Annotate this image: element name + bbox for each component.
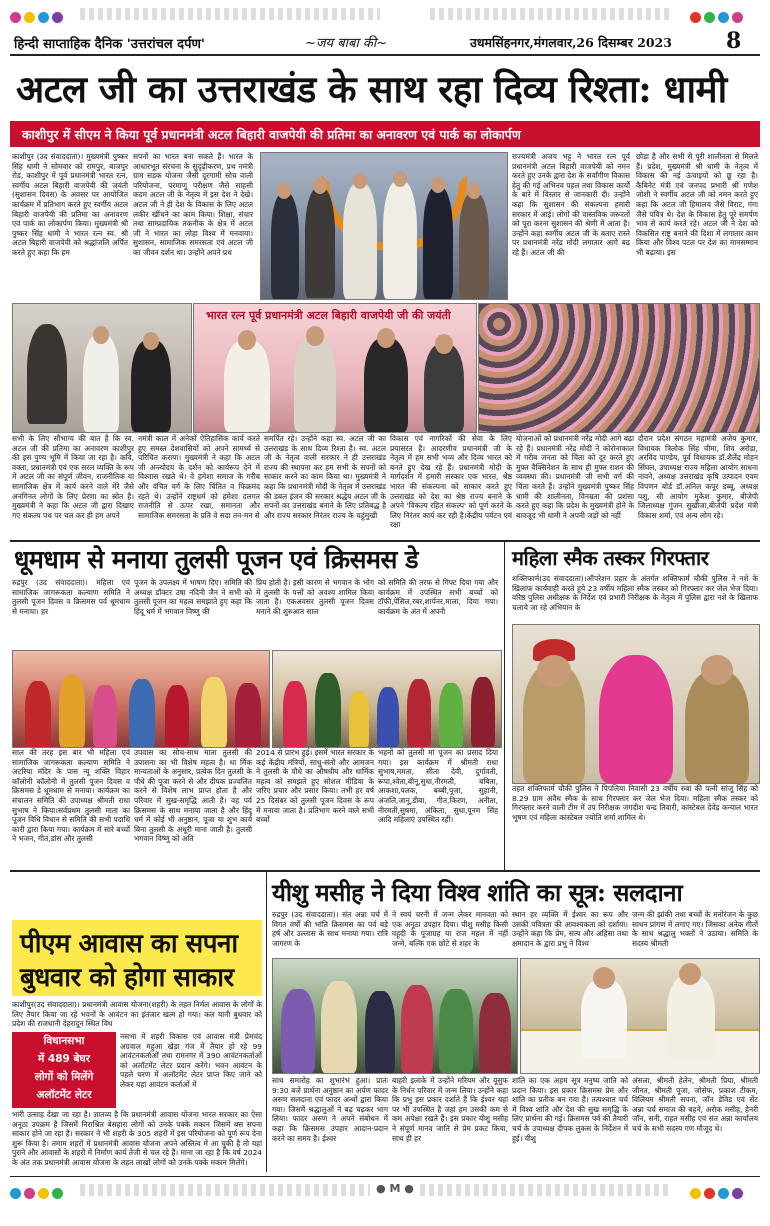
smack-headline: महिला स्मैक तस्कर गिरफ्तार [512, 546, 709, 570]
masthead-center-title: ~जय बाबा की~ [305, 36, 388, 51]
lead-headline: अटल जी का उत्तराखंड के साथ रहा दिव्य रिश्ता: धामी [16, 67, 727, 111]
priest-figure [581, 979, 627, 1059]
person-figure [165, 685, 189, 747]
masthead-dots-left [10, 8, 66, 27]
lead-photo-stage [193, 303, 477, 433]
tulsi-col-2: पूजन के उपलक्ष्य में भाषण दिए। समिति की अध्यक्ष डॉक्टर उषा नंदिनी जैन ने सभी को तुलसी पूजन का महत्व समझाते हुए कहा कि हिंदू धर्म में भगवान विष्णु की [134, 578, 252, 616]
smack-after: तहत शक्तिफार्म चौकी पुलिस ने पिपलिया निवासी 23 वर्षीय रुबा की पत्नी सांजू सिंह को 8.29 ग्राम अवैध स्मैक के साथ गिरफ्तार कर जेल भेज दिया। महिला स्मैक तस्कर को गिरफ्तार करने वाली टीम में उप निरीक्षक जगदीश चन्द्र तिवारी, कांस्टेबल देवेंद्र कन्याल भारत भूषण एवं महिला कांस्टेबल ज्योति शर्मा शामिल थे। [512, 784, 758, 822]
face [679, 963, 701, 985]
person-figure [294, 336, 336, 432]
dot-icon [718, 12, 729, 23]
person-figure [315, 673, 341, 747]
yeshu-col-3: स्थान हर व्यक्ति में ईश्वर का रूप और उसकी पवित्रता की आवश्यकता को दर्शाया। उन्होंने कहा कि प्रेम, सत्य और अहिंसा तथा क्षमादान के द्वारा प्रभु ने विश्व [512, 910, 628, 948]
yeshu-col-2: ने स्वयं चरनी में जन्म लेकर मानवता को एक अनूठा उपहार दिया। यीशु मसीह किसी वहूदी के पूजाग्रह या राज महल में नहीं जन्मे, बल्कि एक छोटे से शहर के [392, 910, 508, 948]
person-figure [377, 687, 399, 747]
person-figure [93, 685, 117, 747]
awas-side: नसभा में शहरी विकास एवं आवास मंत्री प्रेमचंद अग्रवाल महुआ खेड़ा गंज में तैयार हो रहे 99 आवंटनकर्ताओं तथा रामनगर में 390 आवंटनकर्ताओं को अलॉटमेंट लेटर प्रदान करेंगे। भवन आवंटन के पहले चरण में अलॉटमेंट लेटर प्राप्त किए जाने को लेकर यहां आवंटन कर्ताओं में [120, 1032, 262, 1089]
lead-photo-main [260, 152, 508, 300]
dot-icon [704, 12, 715, 23]
face [431, 177, 445, 193]
awas-lead: काशीपुर(उद संवाददाता)। प्रधानमंत्री आवास योजना(शहरी) के तहत निर्मल आवास के लोगों के लिए तैयार किया जा रहे भवनों के आवंटन का इंतजार खत्म हो गया। कल यानी बुधवार को प्रदेश की राजधानी देहरादून स्थित विध [12, 1000, 262, 1029]
person-figure [439, 989, 473, 1073]
smack-lead: शक्तिफार्म(उद संवाददाता)।ऑपरेशन प्रहार के अंतर्गत शक्तिफार्म चौकी पुलिस ने नशे के खिलाफ कार्यवाही करते हुये 23 वर्षीय महिला स्मैक तस्कर को गिरफ्तार कर जेल भेज दिया। वरिष्ठ पुलिस अधीक्षक के निर्देश एवं प्रभारी निरीक्षक के नेतृत्व में पुलिस द्वारा नशे के खिलाफ चलाये जा रहे अभियान के [512, 574, 758, 612]
yeshu-bottom-1: साथ समारोह का शुभारंभ हुआ। प्रातः 9:30 बजे प्रार्थना अनुष्ठान का अर्पण फादर अरुण सलदाना एवं फादर अन्थों द्वारा किया गया। जिसमें श्रद्धालुओं ने बढ़ चढ़कर भाग लिया। फादर अरुण ने अपने संबोधन में कहा कि क्रिसमस उपहार आदान-प्रदान करने का समय है। ईश्वर [272, 1076, 388, 1143]
lead-row2-col-1: सभी के लिए सौभाग्य की बात है कि स्व. अटल जी की प्रतिमा का अनावरण काशीपुर की इस पुण्य भूमि में किया जा रहा है। कवि, वक्ता, प्रधानमंत्री एवं एक सरल व्यक्ति के रूप में अटल जी का संपूर्ण जीवन, राजनीतिक या सामाजिक क्षेत्र में कार्य करने वाले मेरे जैसे अनगिनत लोगों के लिए प्रेरणा का स्रोत है। मुख्यमंत्री ने कहा कि अटल जी द्वारा दिखाए गए संकल्प पथ पर चल कर ही हम अपने [12, 434, 134, 520]
yeshu-photo-left [272, 958, 518, 1074]
person-figure [129, 679, 155, 747]
person-figure [131, 340, 171, 432]
face [306, 326, 324, 346]
person-figure [281, 989, 315, 1073]
face [277, 183, 291, 199]
lead-photo-statue [12, 303, 192, 433]
footer-dots-left [10, 1184, 66, 1203]
face [593, 967, 615, 989]
dot-icon [732, 12, 743, 23]
person-figure [224, 340, 270, 432]
person-figure [407, 679, 431, 747]
footer-marks-right [420, 1184, 670, 1196]
awas-bottom: भारी उत्साह देखा जा रहा है। ज्ञातव्य है कि प्रधानमंत्री आवास योजना भारत सरकार का ऐसा अनूठा उपक्रम है जिसमें निराश्रित बेसहारा लोगों को उनके पक्के मकान जिसमें बस सपना साकार होने जा रहा है। सरकार ने भी शहरी के 305 शहरों में इस परियोजना को पूर्ण रूप देना शुरू किया है। तमाम शहरों में प्रधानमंत्री आवास योजना अपने अस्तित्व में आ चुकी है तो यहां पुराने और आवासों के शहरों में निर्माण कार्य तेजी से चल रहे हैं। माना जा रहा है कि वर्ष 2024 के अंत तक प्रधानमंत्री आवास योजना के तहत लाखों लोगों को उनके पक्के मकान मिलेंगे। [12, 1110, 262, 1167]
face [353, 173, 367, 189]
person-figure [471, 677, 495, 747]
lead-row2-col-2: नमंत्री काल में अनेकों ऐतिहासिक कार्य करते हुए समस्त देशवासियों को अपने सामर्थ्य से परिचित कराया। मुख्यमंत्री ने कहा कि अटल जी अन्त्योदय के दर्शन को कार्यरूप देने में विश्वास रखते थे। वे हमेशा समाज के गरीब और वंचित वर्ग के लिए चिंतित व फिक्रमंद रहते थे। उन्होंने राष्ट्रधर्म को हमेशा दलगत राजनीति से ऊपर रखा, समानता और सामाजिक समरसता के प्रति वे सदा तन-मन से [138, 434, 260, 520]
lead-col-3: राज्यमंत्री अजय भट्ट ने भारत रत्न पूर्व प्रधानमंत्री अटल बिहारी वाजपेयी को नमन करते हुए उनके द्वारा देश के सर्वांगीण विकास हेतु की गई अभिनव पहल तथा विकास कार्यों के बारे में विस्तार से जानकारी दी। उन्होंने कहा कि सुशासन की संकल्पना हमारी सरकार में आई। लोगों की वास्तविक जरूरतों को पूरा करना सुशासन की श्रेणी में आता है। उन्होंने कहा स्वर्गीय अटल जी के बताए रास्ते पर प्रधानमंत्री नरेंद्र मोदी लगातार आगे बढ़ रहे हैं। अटल जी की [512, 152, 630, 257]
face [701, 655, 733, 685]
awas-highlight-box [12, 1032, 116, 1108]
lead-row2-col-3: समर्पित रहे। उन्होंने कहा स्व. अटल जी का उत्तराखंड के साथ दिव्य रिश्ता है। स्व. अटल जी के नेतृत्व वाली सरकार ने ही उत्तराखंड राज्य की स्थापना कर हम सभी के सपनों को साकार करने का काम किया था। मुख्यमंत्री ने कहा कि प्रधानमंत्री मोदी के नेतृत्व में उत्तराखंड की डबल इंजन की सरकार श्रद्धेय अटल जी के सपनों का उत्तराखंड बनाने के लिए प्रतिबद्ध है और राज्य सरकार निरंतर राज्य के चहुंमुखी [264, 434, 386, 520]
person-figure [365, 991, 395, 1073]
dot-icon [52, 12, 63, 23]
face [143, 332, 159, 350]
tulsi-photo-right [272, 650, 502, 748]
masthead-rule [10, 54, 760, 56]
awas-headline-line1: पीएम आवास का सपना [20, 929, 238, 959]
tulsi-col-1: रुद्रपुर (उद संवाददाता)। महिला एवं सामाजिक जागरूकता कल्याण समिति ने तुलसी पूजन दिवस व क्रिसमस पर्व धूमधाम से मनाया। हर [12, 578, 130, 616]
person-figure [401, 985, 433, 1073]
tulsi-photo-left [12, 650, 270, 748]
dot-icon [38, 1188, 49, 1199]
priest-figure [667, 975, 715, 1059]
footer-mark: ● M ● [376, 1182, 414, 1195]
tulsi-col-3: प्रिय होती है। इसी कारण से भगवान के भोग में तुलसी के पत्तों को अवश्य शामिल किया जाता है। एकअवसर तुलसी पूजन दिवस मनाने की शुरुआत साल [256, 578, 374, 616]
dot-icon [24, 12, 35, 23]
awas-box-line2: में 489 बेघर [37, 1053, 90, 1065]
lead-col-2: सपनों का भारत बना सकते हैं। भारत के आधारभूत संरचना के सुदृढ़ीकरण, प्रथ नमंत्री ग्राम सड़क योजना जैसी दूरगामी सोच वाली परियोजना, परमाणु परीक्षण जैसे साहसी कदम अटल जी के नेतृत्व में इस देश ने देखे। अटल जी ने ही देश के विकास के लिए अटल लकीर खींचने का काम किया। शिक्षा, संचार तथा साम्प्रदायिक तकनीक के क्षेत्र में अटल जी ने भारत का लोहा विश्व में मनवाया। सुशासन, सामाजिक समरसता एवं अटल जी का जीवन दर्शन था। उन्होंने अपने प्रथ [133, 152, 253, 257]
column-divider [266, 872, 267, 1172]
dot-icon [24, 1188, 35, 1199]
lead-photo-crowd [478, 303, 760, 433]
dot-icon [10, 1188, 21, 1199]
person-figure [235, 683, 261, 747]
person-figure [271, 193, 299, 299]
yeshu-bottom-4: अंसला, श्रीमती हेलेन, श्रीमती प्रिया, श्रीमती जीनत, श्रीमती पूजा, जोसेफ, प्रकाश टीकम, विलियम श्रीमती सपना, जॉन डेविड एवं सेंट अन्ना चर्च समाज की बहनें, अरोक मसीह, हेनरी जॉन, सनी, राहत मसीह एवं संत अन्ना कार्यालय चर्च के सभी सदस्य गण मौजूद थे। [632, 1076, 758, 1133]
dot-icon [690, 1188, 701, 1199]
yeshu-col-1: रुद्रपुर (उद संवाददाता)। संत अन्ना चर्च में विगत वर्षों की भांति क्रिसमस का पर्व बड़े हर्ष और उल्लास के साथ मनाया गया। रात्रि जागरण के [272, 910, 388, 948]
dot-icon [52, 1188, 63, 1199]
footer-marks-left [80, 1184, 370, 1196]
tulsi-col-6: उपवास का सोच-साथ माता तुलसी की उपासना का भी विशेष महत्व है। धा र्मिक मान्यताओं के अनुसार, प्रत्येक दिन तुलसी के पौधे की पूजा करने से और दीपक प्रज्वलित करने से विशेष लाभ प्राप्त होता है और परिवार में सुख-समृद्धि आती है। वह पर्व क्रिसमस के साथ मनाया जाता है और हिंदू धर्म में कोई भी अनुष्ठान, पूजा या शुभ कार्य बिना तुलसी के अधूरी माना जाती है। तुलसी भगवान विष्णु को अति [134, 748, 252, 844]
face [537, 655, 571, 687]
statue [27, 324, 67, 424]
person-figure [439, 683, 463, 747]
dot-icon [10, 12, 21, 23]
masthead-marks-right [430, 8, 670, 20]
person-figure [459, 193, 489, 299]
lead-row2-col-5: योजनाओं को प्रधानमंत्री नरेंद्र मोदी आगे बढ़ा रहे हैं। प्रधानमंत्री नरेंद्र मोदी ने कोरोनाकाल में गरीब जनता को चिंता को दूर करते हुए मुफ्त वैक्सिनेशन के साथ ही मुफ्त राशन की व्यवस्था की। प्रधानमंत्री जी सभी वर्ग की चिंता करते हैं। उन्होंने मुख्यमंत्री पुष्कर सिंह धामी की शालीनता, विनम्रता की प्रशंसा करते हुए कहा कि प्रदेश के मुख्यमंत्री होने के बावजूद भी धामी ने अपनी जड़ों को नहीं [516, 434, 634, 520]
person-figure [383, 181, 417, 299]
lead-row2-col-4: विकास एवं नागरिकों की सेवा के लिए प्रयासरत है। आदरणीय प्रधानमंत्री जी के नेतृत्व में हम सभी भव्य और दिव्य भारत को बनते हुए देख रहे हैं। प्रधानमंत्री मोदी के मार्गदर्शन में हमारी सरकार एक भारत, श्रेष्ठ भारत की संकल्पना को साकार करते हुए उत्तराखंड को देश का श्रेष्ठ राज्य बनाने के अपने 'विकल्प रहित संकल्प' को पूर्ण करने के लिए निरंतर कार्य कर रही है।केंद्रीय पर्यटन एवं रक्षा [390, 434, 512, 530]
face [467, 183, 481, 199]
face [435, 334, 453, 354]
stage-banner: भारत रत्न पूर्व प्रधानमंत्री अटल बिहारी वाजपेयी जी की जयंती [206, 309, 451, 322]
person-figure [201, 677, 227, 747]
masthead-left-title: हिन्दी साप्ताहिक दैनिक 'उत्तरांचल दर्पण' [14, 37, 205, 52]
person-figure [423, 187, 453, 299]
section-rule [10, 870, 760, 872]
yeshu-col-4: जन्म की झांकी तथा बच्चों के मनोरंजन के कुछ साधन प्रांगण में लगाए गए। जिसका अनेक गीतों के साथ श्रद्धालु भक्तों ने उठाया। समिति के सदस्य श्रीमती [632, 910, 758, 948]
awas-box-line4: अलॉटमेंट लेटर [36, 1089, 92, 1101]
awas-box-line1: विधानसभा [43, 1035, 85, 1047]
dot-icon [704, 1188, 715, 1199]
person-figure [283, 681, 307, 747]
dot-icon [690, 12, 701, 23]
accused-figure [599, 655, 673, 783]
person-figure [321, 981, 357, 1073]
column-divider [504, 542, 505, 872]
yeshu-headline: यीशु मसीह ने दिया विश्व शांति का सूत्र: सलदाना [272, 878, 683, 907]
police-officer-figure [685, 671, 749, 783]
person-figure [83, 334, 119, 432]
tulsi-col-4: को समिति की तरफ से गिफ्ट दिया गया और कार्यक्रम में उपस्थित सभी बच्चों को टॉफी,पेंसिल,रबर,शार्पनर,माला, दिया गया। कार्यक्रम के अंत में अपनी [378, 578, 498, 616]
lead-subheadline: काशीपुर में सीएम ने किया पूर्व प्रधानमंत्री अटल बिहारी वाजपेयी की प्रतिमा का अनावरण एवं पार्क का लोकार्पण [22, 127, 521, 142]
awas-box-line3: लोगों को मिलेंगे [34, 1071, 94, 1083]
person-figure [424, 344, 464, 432]
dot-icon [718, 1188, 729, 1199]
footer-dots-right [690, 1184, 746, 1203]
masthead-marks-left [80, 8, 380, 20]
person-figure [479, 993, 511, 1073]
lead-col-1: काशीपुर (उद संवाददाता)। मुख्यमंत्री पुष्कर सिंह धामी ने सोमवार को रामपुर, बाजपुर रोड, काशीपुर में पूर्व प्रधानमंत्री भारत रत्न, स्वर्गीय अटल बिहारी वाजपेयी की जयंती (सुशासन दिवस) के अवसर पर आयोजित कार्यक्रम में प्रतिभाग करते हुए स्वर्गीय अटल बिहारी वाजपेयी की प्रतिमा का अनावरण एवं पार्क का लोकार्पण किया। मुख्यमंत्री श्री पुष्कर सिंह धामी ने भारत रत्न स्व. श्री अटल बिहारी वाजपेयी को श्रद्धांजलि अर्पित करते हुए कहा कि हम [12, 152, 128, 257]
dot-icon [38, 12, 49, 23]
face [377, 328, 395, 348]
tulsi-headline: धूमधाम से मनाया तुलसी पूजन एवं क्रिसमस डे [14, 545, 418, 574]
tulsi-col-7: 2014 से प्रारंभ हुई। इसमें भारत सरकार के कई केंद्रीय मंत्रियों, साधु-संतों और आमजन ने तुलसी के पौधे का औषधीय और धार्मिक महत्व को समझते हुए सोशल मीडिया के जरिए प्रचार और प्रसार किया। तभी हर वर्ष 25 दिसंबर को तुलसी पूजन दिवस के रूप में मनाया जाता है। प्रतिभाग करने वाले सभी बच्चों [256, 748, 374, 825]
page-number: 8 [726, 28, 742, 54]
person-figure [349, 691, 369, 747]
lead-row2-col-6: दौरान प्रदेश संगठन महामंत्री अजेय कुमार, विधायक त्रिलोक सिंह चीमा, शिव अरोड़ा, अरविंद पाण्डेय, पूर्व विधायक डॉ.शैलेंद्र मोहन सिंघल, उपाध्यक्ष राज्य महिला आयोग साधना नावने, अध्यक्ष उत्तराखंड कृषि उत्पादन एवम विपणन बोर्ड डॉ.अनिल कपूर डब्बू, अध्यक्ष पशु, सी आयोग मुकेश कुमार, बीजेपी जिलाध्यक्ष गुंजन सुखीजा,बीजेपी प्रदेश मंत्री विकास शर्मा, एवं अन्य लोग रहे। [638, 434, 758, 520]
person-figure [59, 675, 85, 747]
tulsi-col-8: भहनों को तुलसी मां पूजन का प्रसाद दिया गया। इस कार्यक्रम में श्रीमती राधा सुभाष,ममता, सीता देवी, दुर्गावती, रूपा,श्वेता,बीनू,सुधा,नीरमती, बबिता, आकशा,पलक, बब्बी,पूजा, सुहानी, अंजलि,जानू,डीबा, गीत,किरण, अनीता, नीरमती,सुषमा, अंकिता, सुधा,पूनम सिंह आदि महिलाएं उपस्थित रहीं। [378, 748, 498, 825]
footer-rule [10, 1176, 760, 1177]
masthead-center-text: जय बाबा की [315, 36, 377, 51]
person-figure [364, 338, 408, 432]
tulsi-col-5: साल की तरह इस बार भी महिला एवं सामाजिक जागरूकता कल्याण समिति ने अटरिया मंदिर के पास न्यू शक्ति विहार कॉलोनी कॉलोनी में तुलसी पूजन दिवस व क्रिसमस डे धूमधाम से मनाया। कार्यक्रम का संचालन समिति की उपाध्यक्ष श्रीमती राधा सुभाष ने किया।सर्वप्रथम तुलसी माता का पूजन विधि विधान से समिति की सभी पदाधि कारी द्वारा किया गया। कार्यक्रम में सारे बच्चों ने भजन, गीत,डांस और तुलसी [12, 748, 130, 844]
person-figure [305, 188, 335, 298]
yeshu-bottom-2: बाहरी इलाके में उन्होंने मरियम और यूसुफ के निर्धन परिवार में जन्म लिया। उन्होंने कहा कि प्रभु इस प्रकार दर्शाते हैं कि ईश्वर यहां पर भी उपस्थित है जहां हम उसकी कम से कम अपेक्षा रखते हैं। इस प्रकार यीशु मसीह ने संपूर्ण मानव जाति से प्रेम प्रकट किया, साथ ही हर [392, 1076, 508, 1143]
footer-center-mark: M [389, 1182, 401, 1195]
yeshu-bottom-3: शांति का एक अहम सूत्र मनुष्य जाति को प्रदान किया। इस प्रकार क्रिसमस प्रेम और शांति का प्रतीक बन गया है। तत्पश्चात चर्च में विश्व शांति और देश की सुख समृद्धि के लिए प्रार्थना की गई। क्रिसमस पर्व की तैयारी चर्च के उपाध्यक्ष दीपक लुकस के निर्देशन में हुई। यीशु [512, 1076, 628, 1143]
dot-icon [732, 1188, 743, 1199]
smack-photo [512, 624, 760, 784]
altar [521, 1029, 759, 1074]
person-figure [343, 183, 377, 299]
lead-col-4: छोड़ा है और सभी से पूरी शालीनता से मिलते हैं। प्रदेश, मुख्यमंत्री श्री धामी के नेतृत्व में विकास की नई ऊंचाइयों को छू रहा है। कैबिनेट मंत्री एवं जनपद प्रभारी श्री गणेश जोशी ने स्वर्गीय अटल जी को नमन करते हुए कहा कि अटल जी हिमालय जैसे विराट, गंगा जैसे पवित्र थे। देश के विकास हेतु पूरे समर्पण भाव से कार्य करते रहे। अटल जी ने देश को विकसित राष्ट्र बनाने की दिशा में लगातार काम किया और विश्व पटल पर देश का मानसम्मान भी बढ़ाया। इस [636, 152, 758, 257]
masthead-dots-right [690, 8, 746, 27]
dateline: उधमसिंहनगर,मंगलवार,26 दिसम्बर 2023 [470, 35, 672, 50]
awas-headline-line2: बुधवार को होगा साकार [20, 963, 234, 993]
face [93, 326, 109, 344]
person-figure [25, 681, 51, 747]
face [313, 178, 327, 194]
face [393, 171, 407, 187]
yeshu-photo-right [520, 958, 760, 1074]
face [238, 330, 256, 350]
